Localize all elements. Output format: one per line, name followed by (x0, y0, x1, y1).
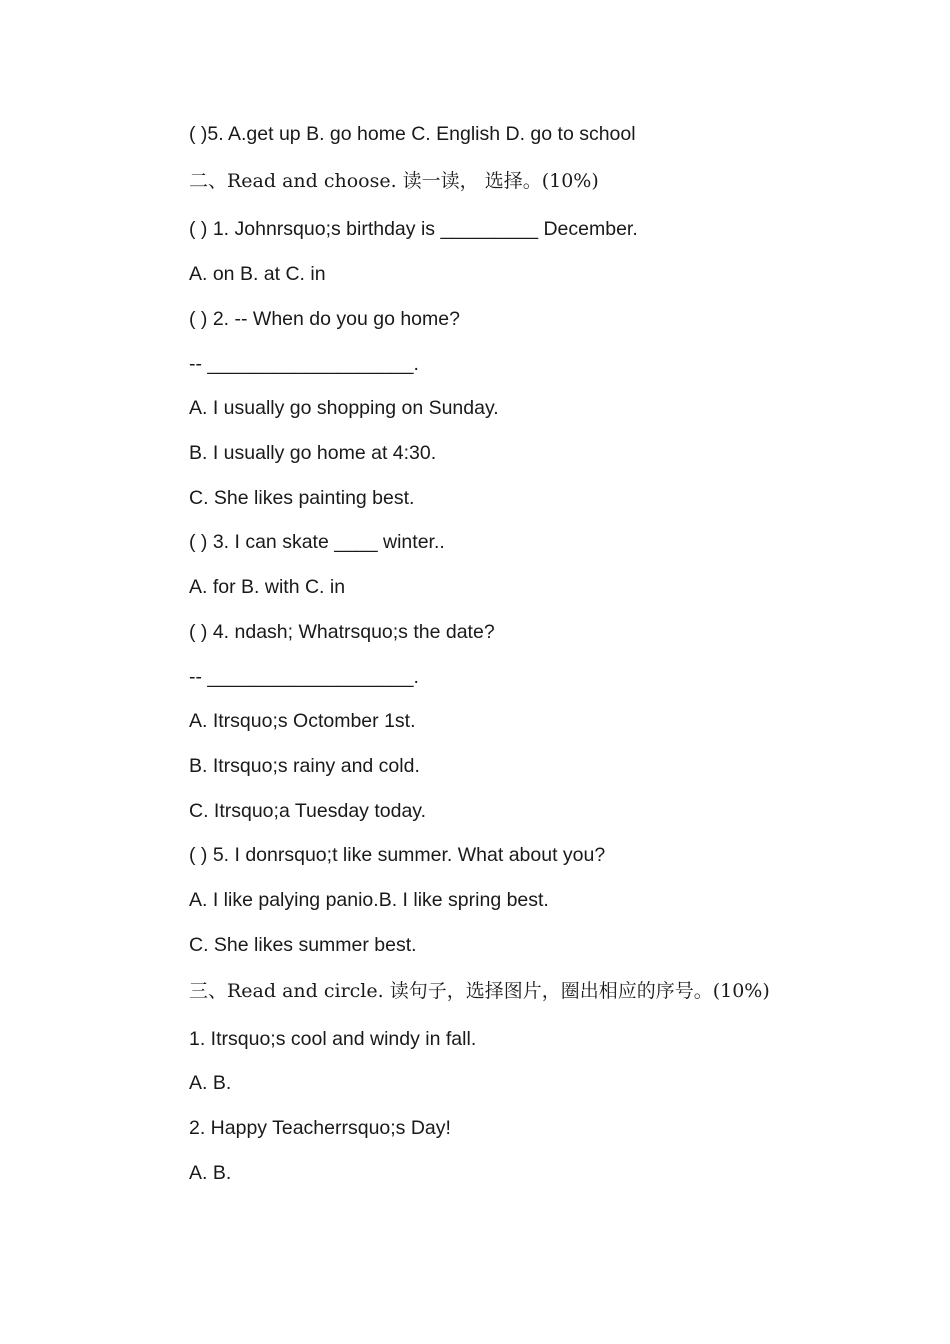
q2-2-question: ( ) 2. -- When do you go home? (189, 308, 460, 330)
section-2-heading: 二、Read and choose. 读一读， 选择。(10%) (189, 170, 599, 192)
q2-4-option-a: A. Itrsquo;s Octomber 1st. (189, 710, 416, 732)
q2-2-answer-blank: -- ___________________. (189, 353, 419, 375)
section-3-heading: 三、Read and circle. 读句子，选择图片，圈出相应的序号。(10%) (189, 980, 770, 1002)
q3-1-sentence: 1. Itrsquo;s cool and windy in fall. (189, 1028, 477, 1050)
q2-5-options-ab: A. I like palying panio.B. I like spring best. (189, 889, 549, 911)
q2-4-question: ( ) 4. ndash; Whatrsquo;s the date? (189, 621, 495, 643)
q2-4-option-c: C. Itrsquo;a Tuesday today. (189, 800, 427, 822)
q3-2-options: A. B. (189, 1162, 232, 1184)
q2-5-question: ( ) 5. I donrsquo;t like summer. What about you? (189, 844, 606, 866)
q1-5-options-line: ( )5. A.get up B. go home C. English D. go to school (189, 123, 636, 145)
q2-3-question: ( ) 3. I can skate ____ winter.. (189, 531, 445, 553)
q2-5-option-c: C. She likes summer best. (189, 934, 417, 956)
q2-1-question: ( ) 1. Johnrsquo;s birthday is _________ December. (189, 218, 638, 240)
q3-1-options: A. B. (189, 1072, 232, 1094)
q2-3-options: A. for B. with C. in (189, 576, 346, 598)
q2-2-option-a: A. I usually go shopping on Sunday. (189, 397, 499, 419)
q2-2-option-b: B. I usually go home at 4:30. (189, 442, 437, 464)
q2-4-option-b: B. Itrsquo;s rainy and cold. (189, 755, 420, 777)
q3-2-sentence: 2. Happy Teacherrsquo;s Day! (189, 1117, 451, 1139)
q2-4-answer-blank: -- ___________________. (189, 666, 419, 688)
q2-1-options: A. on B. at C. in (189, 263, 326, 285)
q2-2-option-c: C. She likes painting best. (189, 487, 415, 509)
